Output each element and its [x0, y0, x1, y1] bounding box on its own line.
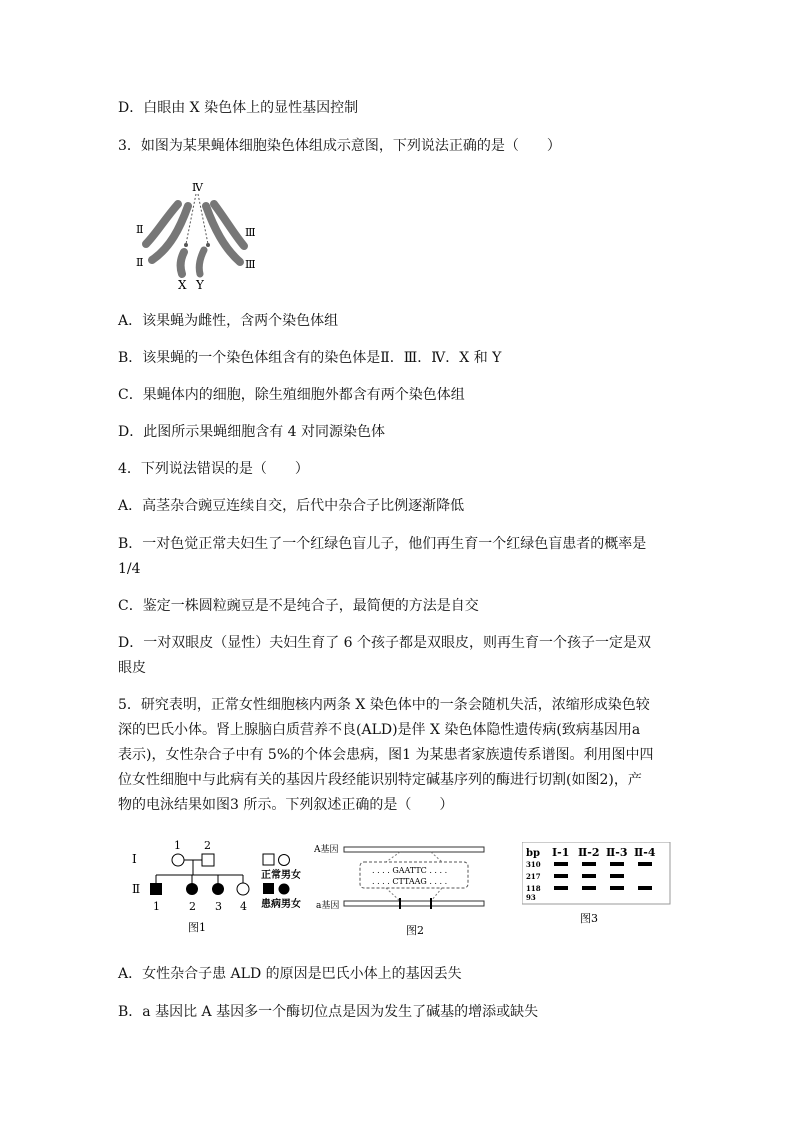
figure-1-caption: 图1 [188, 921, 206, 934]
figure-3-caption: 图3 [580, 912, 598, 925]
size-118: 118 [526, 884, 541, 893]
lane-i1-label: Ⅰ-1 [552, 846, 570, 859]
chromosome-label-ii-top: Ⅱ [136, 223, 144, 236]
question-5-line5: 物的电泳结果如图3 所示。下列叙述正确的是（ ） [118, 797, 454, 813]
lane-ii4-label: Ⅱ-4 [634, 846, 656, 859]
child-3-number: 3 [215, 900, 222, 913]
question-4-option-a: A．高茎杂合豌豆连续自交，后代中杂合子比例逐渐降低 [118, 498, 465, 514]
band-i1-310 [554, 862, 568, 866]
band-i1-217 [554, 874, 568, 878]
legend-affected-label: 患病男女 [261, 899, 301, 910]
legend-normal-female [279, 855, 290, 866]
electrophoresis-figure [522, 842, 674, 928]
parent-2-number: 2 [204, 839, 211, 852]
legend-normal-male [263, 854, 274, 865]
child-ii1-affected-male [150, 883, 162, 895]
chromosome-label-x: X [178, 278, 187, 292]
question-3-stem: 3．如图为某果蝇体细胞染色体组成示意图，下列说法正确的是（ ） [118, 138, 561, 154]
band-ii2-118 [582, 886, 596, 890]
gene-a-strand [344, 901, 484, 906]
question-3-option-c: C．果蝇体内的细胞，除生殖细胞外都含有两个染色体组 [118, 387, 465, 403]
generation-i-label: Ⅰ [132, 852, 137, 866]
parent-i1-female [172, 854, 184, 866]
lane-ii2-label: Ⅱ-2 [578, 846, 600, 859]
legend-normal-label: 正常男女 [261, 870, 301, 881]
restriction-figure [314, 838, 492, 938]
question-5-line3: 表示)，女性杂合子中有 5%的个体会患病，图1 为某患者家族遗传系谱图。利用图中四 [118, 747, 654, 763]
question-4-stem: 4．下列说法错误的是（ ） [118, 461, 309, 477]
child-1-number: 1 [153, 900, 160, 913]
chromosome-label-iv: Ⅳ [192, 181, 203, 194]
question-5-option-a: A．女性杂合子患 ALD 的原因是巴氏小体上的基因丢失 [118, 966, 462, 982]
question-4-option-d-line1: D．一对双眼皮（显性）夫妇生育了 6 个孩子都是双眼皮，则再生育一个孩子一定是双 [118, 635, 652, 651]
child-ii3-affected-female [212, 883, 224, 895]
legend-affected-male [263, 883, 274, 894]
option-d-previous: D．白眼由 X 染色体上的显性基因控制 [118, 100, 359, 116]
parent-i2-male [202, 854, 214, 866]
band-ii4-310 [638, 862, 652, 866]
child-ii2-affected-female [186, 883, 198, 895]
band-ii2-217 [582, 874, 596, 878]
gene-a-label: a基因 [316, 901, 340, 911]
gene-A-label: A基因 [314, 845, 339, 855]
chromosome-x [181, 252, 184, 274]
lane-ii3-label: Ⅱ-3 [606, 846, 628, 859]
gel-bp-header: bp [526, 848, 540, 859]
pedigree-figure [128, 835, 314, 935]
size-310: 310 [526, 860, 541, 869]
band-ii4-118 [638, 886, 652, 890]
question-5-option-b: B．a 基因比 A 基因多一个酶切位点是因为发生了碱基的增添或缺失 [118, 1004, 539, 1020]
question-5-line4: 位女性细胞中与此病有关的基因片段经能识别特定碱基序列的酶进行切割(如图2)，产 [118, 772, 642, 788]
question-3-option-d: D．此图所示果蝇细胞含有 4 对同源染色体 [118, 424, 386, 440]
chromosome-label-y: Y [196, 278, 204, 292]
chromosome-label-ii-bottom: Ⅱ [136, 256, 144, 269]
size-93: 93 [526, 893, 536, 902]
question-4-option-b-line2: 1/4 [118, 561, 141, 577]
chromosome-label-iii-top: Ⅲ [245, 226, 256, 239]
chromosome-y [199, 250, 204, 274]
sequence-top: . . . . GAATTC . . . . [372, 866, 448, 875]
chromosome-figure [130, 176, 270, 294]
question-5-line1: 5．研究表明，正常女性细胞核内两条 X 染色体中的一条会随机失活，浓缩形成染色较 [118, 697, 650, 713]
band-ii3-217 [610, 874, 624, 878]
legend-affected-female [279, 884, 290, 895]
band-ii3-310 [610, 862, 624, 866]
band-i1-118 [554, 886, 568, 890]
question-3-option-a: A．该果蝇为雌性，含两个染色体组 [118, 313, 339, 329]
question-4-option-b-line1: B．一对色觉正常夫妇生了一个红绿色盲儿子，他们再生育一个红绿色盲患者的概率是 [118, 536, 647, 552]
child-2-number: 2 [189, 900, 196, 913]
child-4-number: 4 [240, 900, 247, 913]
sequence-bottom: . . . . CTTAAG . . . . [372, 877, 448, 886]
child-ii4-normal-female [237, 883, 249, 895]
gene-A-strand [344, 847, 484, 852]
question-4-option-d-line2: 眼皮 [118, 660, 146, 676]
band-ii2-310 [582, 862, 596, 866]
question-4-option-c: C．鉴定一株圆粒豌豆是不是纯合子，最简便的方法是自交 [118, 598, 479, 614]
band-ii3-118 [610, 886, 624, 890]
generation-ii-label: Ⅱ [132, 882, 141, 896]
question-3-option-b: B．该果蝇的一个染色体组含有的染色体是Ⅱ．Ⅲ．Ⅳ．X 和 Y [118, 350, 502, 366]
figure-2-caption: 图2 [406, 924, 424, 937]
question-5-line2: 深的巴氏小体。肾上腺脑白质营养不良(ALD)是伴 X 染色体隐性遗传病(致病基因用a [118, 722, 641, 738]
chromosome-label-iii-bottom: Ⅲ [245, 258, 256, 271]
parent-1-number: 1 [174, 839, 181, 852]
size-217: 217 [526, 872, 541, 881]
